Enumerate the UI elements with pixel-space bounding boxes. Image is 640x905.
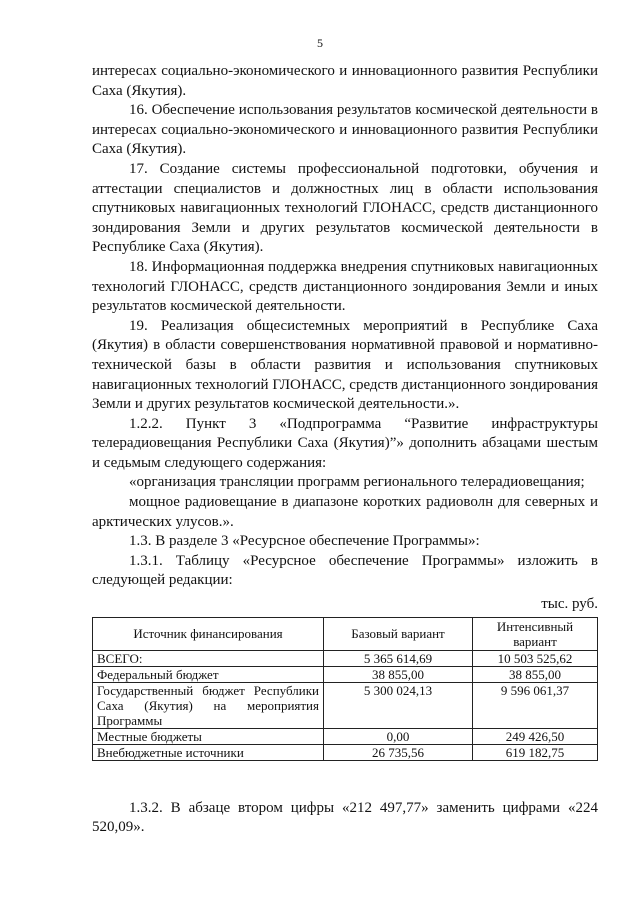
table-cell: 38 855,00 [324, 666, 473, 682]
paragraph-1-3-2: 1.3.2. В абзаце втором цифры «212 497,77» заменить цифрами «224 520,09». [92, 799, 598, 836]
page-number: 5 [317, 36, 323, 50]
table-cell: 5 365 614,69 [324, 650, 473, 666]
table-header-base: Базовый вариант [324, 617, 473, 650]
table-cell: 10 503 525,62 [473, 650, 598, 666]
table-cell: 249 426,50 [473, 728, 598, 744]
table-cell: Внебюджетные источники [93, 744, 324, 760]
paragraph-1-3: 1.3. В разделе 3 «Ресурсное обеспечение Программы»: [129, 533, 480, 550]
paragraph-item-17: 17. Создание системы профессиональной подготовки, обучения и аттестации специалистов и должностных лиц в области использования спутниковых навигационных технологий ГЛОНАСС, средств дистанционного зондирования Земли и других результатов космической деятельности в Республике Саха (Якутия). [92, 160, 598, 256]
table-cell: Местные бюджеты [93, 728, 324, 744]
table-header-source: Источник финансирования [93, 617, 324, 650]
table-row [93, 650, 598, 666]
funding-table [92, 617, 598, 761]
table-header-intensive: Интенсивный вариант [473, 617, 598, 650]
table-cell: ВСЕГО: [93, 650, 324, 666]
table-cell: 5 300 024,13 [324, 682, 473, 728]
document-body [92, 62, 598, 838]
paragraph-quote-2: мощное радиовещание в диапазоне коротких радиоволн для северных и арктических улусов.». [92, 494, 598, 530]
table-cell: 26 735,56 [324, 744, 473, 760]
table-header-row [93, 617, 598, 650]
table-row [93, 728, 598, 744]
table-row [93, 666, 598, 682]
paragraph-quote-1: «организация трансляции программ регионального телерадиовещания; [129, 474, 585, 491]
table-cell: 9 596 061,37 [473, 682, 598, 728]
table-cell: Федеральный бюджет [93, 666, 324, 682]
paragraph-item-18: 18. Информационная поддержка внедрения спутниковых навигационных технологий ГЛОНАСС, средств дистанционного зондирования Земли и иных результатов космической деятельности. [92, 258, 598, 315]
table-unit: тыс. руб. [541, 596, 598, 613]
paragraph-item-19: 19. Реализация общесистемных мероприятий в Республике Саха (Якутия) в области совершенствования нормативной правовой и нормативно-технической базы в области развития и использования спутниковых навигационных технологий ГЛОНАСС, средств дистанционного зондирования Земли и других результатов космической деятельности.». [92, 317, 599, 413]
table-cell: 38 855,00 [473, 666, 598, 682]
table-cell: 619 182,75 [473, 744, 598, 760]
table-cell: 0,00 [324, 728, 473, 744]
paragraph-continuation: интересах социально-экономического и инновационного развития Республики Саха (Якутия). [92, 63, 598, 99]
paragraph-1-2-2: 1.2.2. Пункт 3 «Подпрограмма “Развитие инфраструктуры телерадиовещания Республики Саха (Якутия)”» дополнить абзацами шестым и седьмым следующего содержания: [92, 415, 598, 471]
table-row [93, 682, 598, 728]
table-row [93, 744, 598, 760]
paragraph-1-3-1: 1.3.1. Таблицу «Ресурсное обеспечение Программы» изложить в следующей редакции: [92, 552, 598, 589]
table-cell: Государственный бюджет Республики Саха (Якутия) на мероприятия Программы [93, 682, 324, 728]
paragraph-item-16: 16. Обеспечение использования результатов космической деятельности в интересах социально-экономического и инновационного развития Республики Саха (Якутия). [92, 102, 598, 158]
